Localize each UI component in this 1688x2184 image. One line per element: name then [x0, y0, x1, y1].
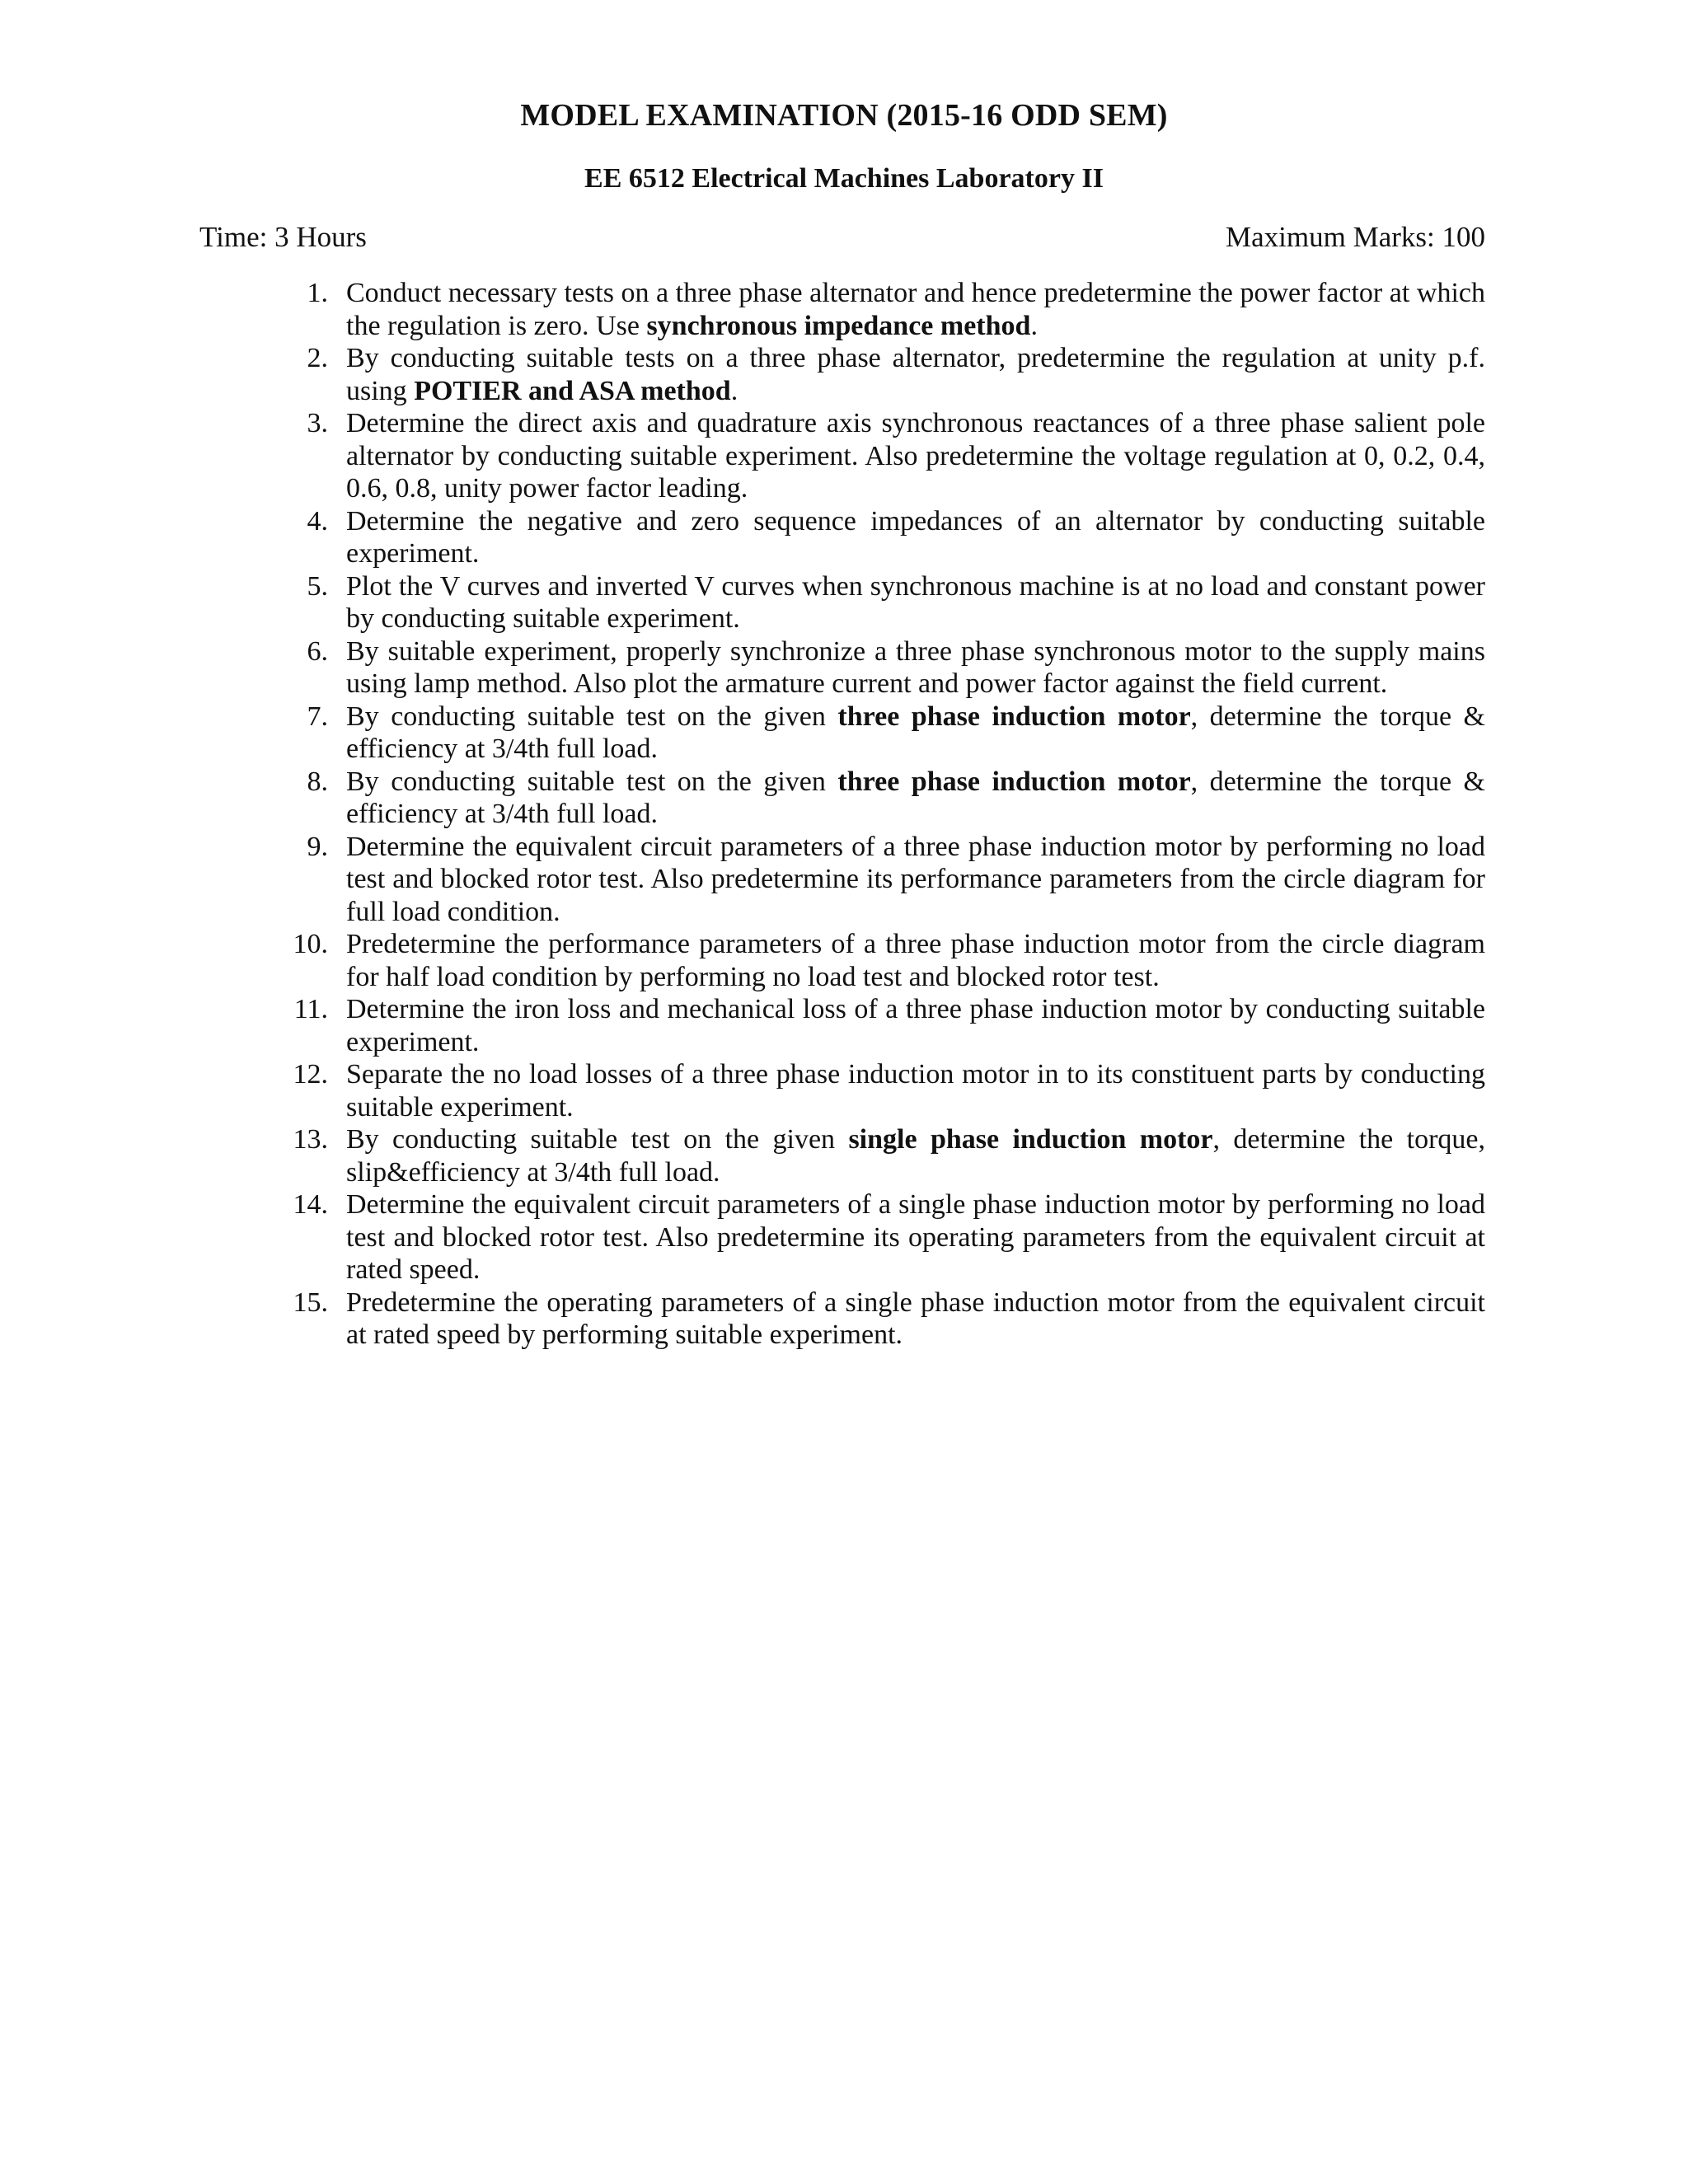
- question-item: [280, 1123, 1485, 1188]
- question-number: 13.: [293, 1124, 328, 1155]
- question-text: Predetermine the operating parameters of a single phase induction motor from the equivalent circuit at rated speed by performing suitable experiment.: [346, 1286, 1485, 1350]
- question-text: By suitable experiment, properly synchronize a three phase synchronous motor to the supply mains using lamp method. Also plot the armature current and power factor against the field current.: [346, 635, 1485, 699]
- question-item: [280, 928, 1485, 993]
- question-text: Determine the equivalent circuit parameters of a single phase induction motor by performing no load test and blocked rotor test. Also predetermine its operating parameters from the equivalent circuit at rated speed.: [346, 1189, 1485, 1285]
- page-title: MODEL EXAMINATION (2015-16 ODD SEM): [520, 98, 1168, 133]
- question-number: 5.: [307, 570, 328, 602]
- question-number: 11.: [293, 994, 328, 1024]
- question-text: Determine the equivalent circuit parameters of a three phase induction motor by performing no load test and blocked rotor test. Also predetermine its performance parameters from the circle diagram for full load condition.: [346, 831, 1485, 927]
- question-item: [280, 1286, 1485, 1352]
- question-number: 7.: [307, 701, 328, 732]
- question-number: 1.: [307, 278, 328, 308]
- question-number: 10.: [293, 929, 328, 959]
- question-list: [280, 277, 1485, 1352]
- question-number: 2.: [307, 343, 328, 373]
- question-item: [280, 1058, 1485, 1123]
- question-text: Predetermine the performance parameters of a three phase induction motor from the circle diagram for half load condition by performing no load test and blocked rotor test.: [346, 929, 1485, 992]
- question-item: [280, 831, 1485, 929]
- question-text: Conduct necessary tests on a three phase alternator and hence predetermine the power factor at which the regulation is zero. Use synchronous impedance method.: [346, 278, 1485, 341]
- question-text: By conducting suitable test on the given three phase induction motor, determine the torque & efficiency at 3/4th full load.: [346, 701, 1486, 764]
- question-number: 14.: [293, 1189, 328, 1220]
- question-number: 4.: [307, 505, 328, 537]
- question-item: [280, 993, 1485, 1058]
- question-item: [280, 766, 1485, 831]
- question-item: [280, 342, 1485, 407]
- exam-meta: [199, 221, 1485, 254]
- question-number: 9.: [307, 831, 328, 862]
- question-text: By conducting suitable test on the given three phase induction motor, determine the torque & efficiency at 3/4th full load.: [346, 766, 1486, 829]
- question-item: [280, 505, 1485, 570]
- question-text: Determine the iron loss and mechanical loss of a three phase induction motor by conducting suitable experiment.: [346, 994, 1485, 1057]
- question-number: 3.: [307, 408, 328, 438]
- question-number: 12.: [293, 1059, 328, 1090]
- course-subtitle: EE 6512 Electrical Machines Laboratory II: [584, 163, 1104, 194]
- question-text: Determine the negative and zero sequence impedances of an alternator by conducting suitable experiment.: [346, 505, 1485, 569]
- question-text: Plot the V curves and inverted V curves when synchronous machine is at no load and constant power by conducting suitable experiment.: [346, 570, 1485, 634]
- max-marks-label: Maximum Marks: 100: [1226, 221, 1485, 253]
- question-item: [280, 407, 1485, 505]
- question-item: [280, 635, 1485, 701]
- question-item: [280, 277, 1485, 342]
- question-item: [280, 570, 1485, 635]
- question-text: By conducting suitable tests on a three phase alternator, predetermine the regulation at unity p.f. using POTIER and ASA method.: [346, 343, 1485, 406]
- question-text: Determine the direct axis and quadrature axis synchronous reactances of a three phase salient pole alternator by conducting suitable experiment. Also predetermine the voltage regulation at 0, 0.2, 0.4, 0.6, 0.8, unity power factor leading.: [346, 408, 1485, 504]
- question-number: 6.: [307, 635, 328, 667]
- question-number: 8.: [307, 766, 328, 797]
- question-item: [280, 1188, 1485, 1286]
- question-text: By conducting suitable test on the given single phase induction motor, determine the torque, slip&efficiency at 3/4th full load.: [346, 1124, 1485, 1188]
- time-label: Time: 3 Hours: [199, 221, 367, 253]
- question-text: Separate the no load losses of a three phase induction motor in to its constituent parts by conducting suitable experiment.: [346, 1059, 1485, 1122]
- question-number: 15.: [293, 1286, 328, 1318]
- question-item: [280, 701, 1485, 766]
